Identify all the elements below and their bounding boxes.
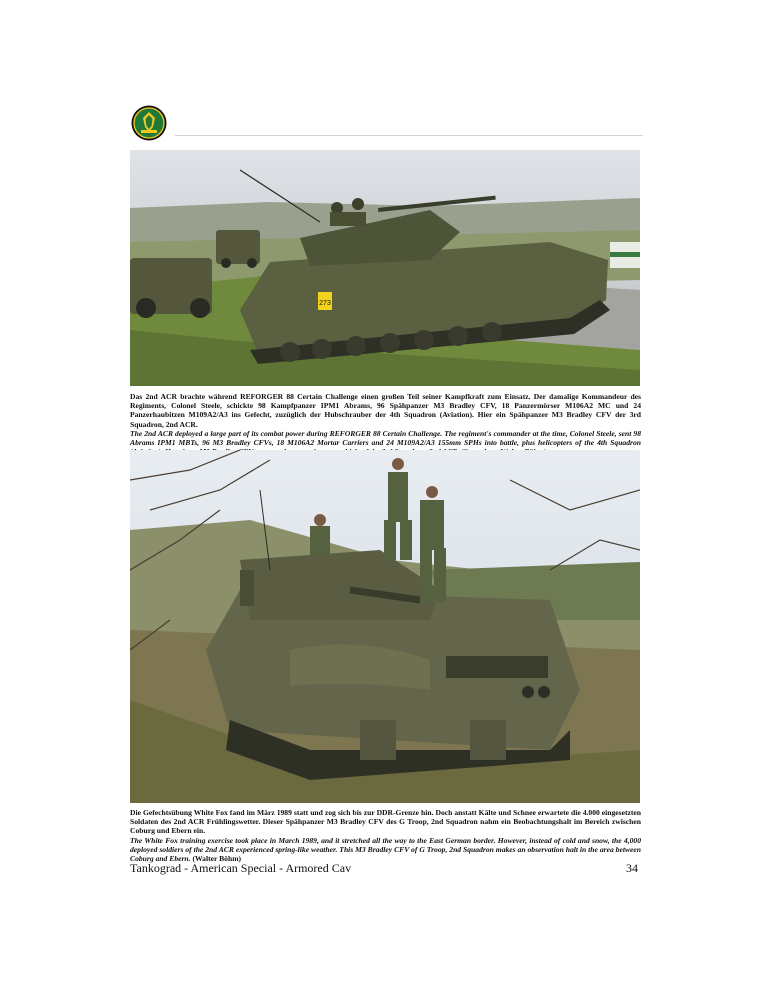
page-number: 34 [626,861,638,875]
vehicle-number: 273 [319,300,331,307]
caption-german: Die Gefechtsübung White Fox fand im März 1989 statt und zog sich bis zur DDR-Grenze hin. Doch anstatt Kälte und Schnee erwartete die 4.000 eingesetzten Soldaten des 2nd ACR Frühlingswetter. Dieser Spähpanzer M3 Bradley CFV des G Troop, 2nd Squadron nahm ein Beobachtungshalt im Bereich zwischen Coburg und Ebern ein. [130,808,641,836]
caption-reforger-88 [130,392,641,456]
photo-bradley-white-fox [130,450,640,803]
footer-title: Tankograd - American Special - Armored Cav [130,861,352,875]
caption-english: The 2nd ACR deployed a large part of its combat power during REFORGER 88 Certain Challenge. The regiment's commander at the time, Colonel Steele, sent 98 Abrams IPM1 MBTs, 96 M3 Bradley CFVs, 18 M106A2 Mortar Carriers and 24 M109A2/A3 155mm SPHs into battle, plus helicopters of the 4th Squadron [130,428,641,448]
header-rule [175,135,643,136]
caption-white-fox [130,808,641,863]
photo-credit: (Walter Böhm) [192,854,242,864]
photo-bradley-reforger-88 [130,150,640,386]
caption-english: The White Fox training exercise took place in March 1989, and it stretched all the way to the East German border. However, instead of cold and snow, the 4,000 deployed soldiers of the 2nd ACR experienced spring-like weather. This M3 Bradley CFV of G Troop, 2nd Squadron makes an observation halt in the area between Coburg and Ebern. [130,835,641,864]
unit-emblem-logo [131,105,167,141]
caption-german: Das 2nd ACR brachte während REFORGER 88 Certain Challenge einen großen Teil seiner Kampfkraft zum Einsatz. Der damalige Kommandeur des Regiments, Colonel Steele, schickte 98 Kampfpanzer IPM1 Abrams, 96 Spähpanzer M3 Bradley CFV, 18 Panzermörser M106A2 MC und 24 Panzerhaubitzen M109A2/A3 ins Gefecht, zuzüglich der Hubschrauber der 4th Squadron (Aviation). Hier ein Spähpanzer M3 Bradley CFV der 3rd Squadron, 2nd ACR. [130,392,641,429]
